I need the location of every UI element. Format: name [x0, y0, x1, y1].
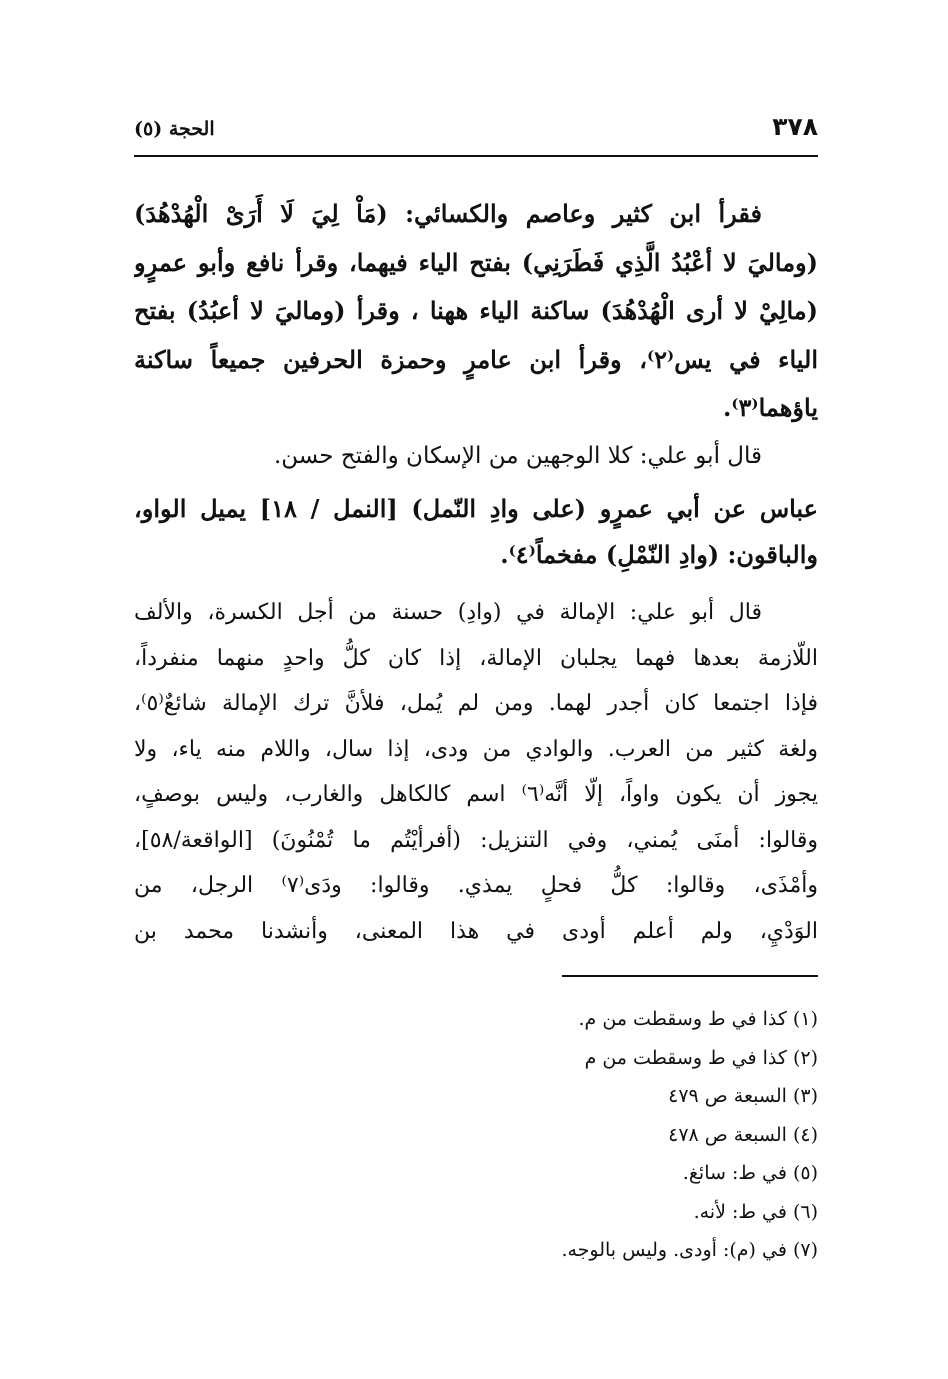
paragraph-abbas-reading [134, 486, 818, 578]
footnote: (١) كذا في ط وسقطت من م. [578, 1008, 818, 1030]
text-line: والباقون: (وادِ النّمْلِ) مفخماً⁽٤⁾. [500, 540, 818, 569]
text-line: الياء في يس⁽٢⁾، وقرأ ابن عامرٍ وحمزة الحرفين جميعاً ساكنة [134, 344, 818, 374]
text-line: ياؤهما⁽٣⁾. [723, 393, 818, 422]
text-line: (وماليَ لا أعْبُدُ الَّذِي فَطَرَنِي) بفتح الياء فيهما، وقرأ نافع وأبو عمرٍو [134, 247, 818, 277]
text-line: (مالِيْ لا أرى الْهُدْهُدَ) ساكنة الياء ههنا ، وقرأ (وماليَ لا أعبُدُ) بفتح [134, 296, 818, 325]
footnote: (٤) السبعة ص ٤٧٨ [668, 1123, 818, 1146]
footnote: (٣) السبعة ص ٤٧٩ [668, 1085, 818, 1107]
text-line: ولغة كثير من العرب. والوادي من ودى، إذا سال، واللام منه ياء، ولا [134, 736, 818, 762]
text-line: قال أبو علي: كلا الوجهين من الإسكان والفتح حسن. [273, 443, 762, 469]
text-line: يجوز أن يكون واواً، إلّا أنَّه⁽٦⁾ اسم كالكاهل والغارب، وليس بوصفٍ، [134, 782, 818, 807]
text-line: وقالوا: أمنَى يُمني، وفي التنزيل: (أفرأيْتُم ما تُمْنُونَ) [الواقعة/٥٨]، [134, 827, 818, 853]
page-number: ٣٧٨ [772, 112, 818, 141]
footnote: (٧) في (م): أودى. وليس بالوجه. [561, 1239, 818, 1261]
text-line: فإذا اجتمعا كان أجدر لهما. ومن لم يُمل، فلأنَّ ترك الإمالة شائعٌ⁽٥⁾، [134, 691, 818, 716]
text-line: عباس عن أبي عمرٍو (على وادِ النّمل) [النمل / ١٨] يميل الواو، [134, 494, 818, 523]
footnote-divider [562, 975, 818, 977]
text-line: فقرأ ابن كثير وعاصم والكسائي: (مَاْ لِيَ لَا أَرَىْ الْهُدْهُدَ) [134, 199, 762, 228]
text-line: الوَدْيِ، ولم أعلم أودى في هذا المعنى، وأنشدنا محمد بن [134, 918, 818, 944]
paragraph-abu-ali-comment [134, 432, 818, 480]
header-divider [134, 155, 818, 157]
text-line: اللّازمة بعدها فهما يجلبان الإمالة، إذا كان كلُّ واحدٍ منهما منفرداً، [134, 645, 818, 671]
footnotes [318, 1000, 818, 1270]
text-line: قال أبو علي: الإمالة في (وادِ) حسنة من أجل الكسرة، والألف [134, 600, 762, 625]
footnote: (٥) في ط: سائغ. [682, 1162, 818, 1184]
text-line: وأمْذَى، وقالوا: كلُّ فحلٍ يمذي. وقالوا: ودَى⁽٧⁾ الرجل، من [134, 873, 818, 898]
footnote: (٢) كذا في ط وسقطت من م [584, 1046, 818, 1069]
footnote: (٦) في ط: لأنه. [693, 1200, 818, 1223]
paragraph-readings [134, 190, 818, 433]
page-header [134, 112, 818, 156]
running-title: الحجة (٥) [134, 118, 215, 140]
paragraph-imala-discussion [134, 590, 818, 954]
